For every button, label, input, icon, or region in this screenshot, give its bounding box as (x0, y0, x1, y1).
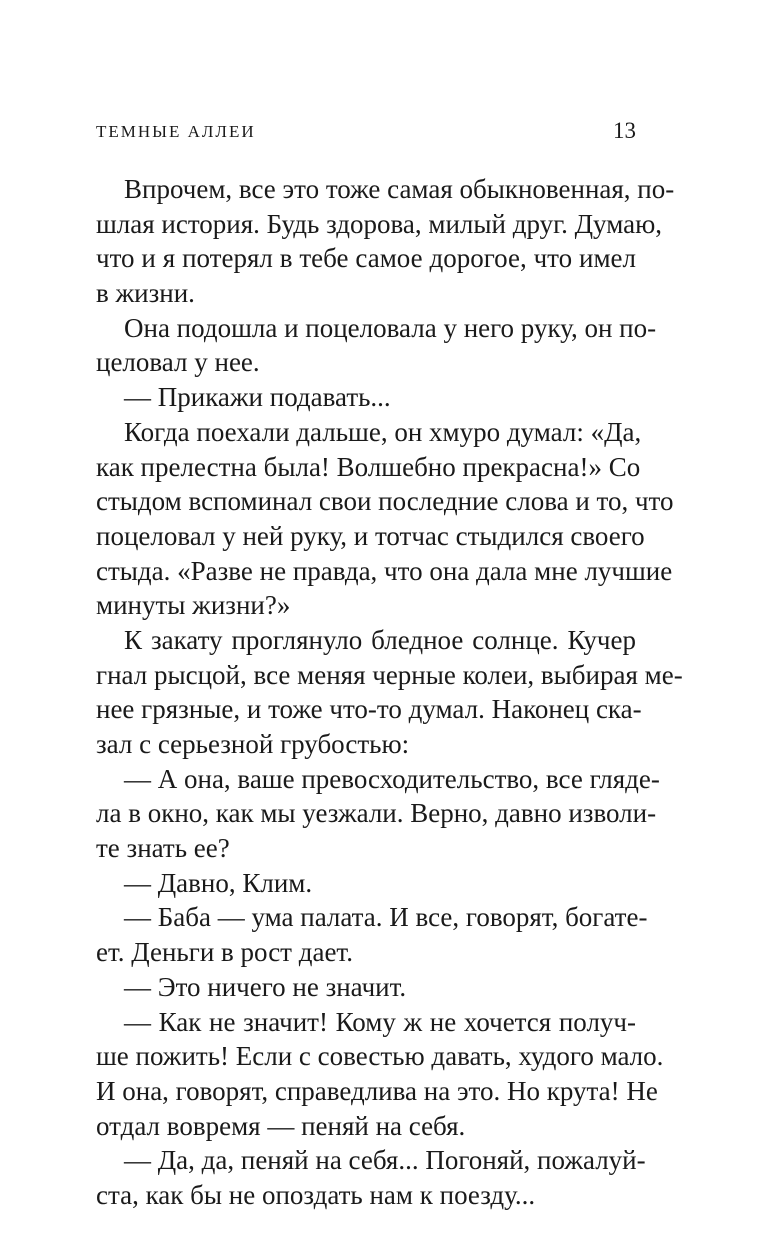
text-line: ет. Деньги в рост дает. (96, 937, 353, 968)
text-line: — Как не значит! Кому ж не хочется получ- (124, 1006, 636, 1037)
text-line: целовал у нее. (96, 347, 260, 378)
paragraph (96, 415, 674, 623)
paragraph (96, 172, 675, 311)
text-line: — А она, ваше превосходительство, все гляде- (124, 763, 660, 794)
text-line: К закату проглянуло бледное солнце. Кучер (124, 624, 636, 655)
text-line: стыдом вспоминал свои последние слова и то, что (96, 486, 674, 517)
text-line: Она подошла и поцеловала у него руку, он по- (124, 312, 657, 343)
text-line: поцеловал у ней руку, и тотчас стыдился своего (96, 520, 645, 551)
body-text (96, 172, 683, 1213)
text-line: как прелестна была! Волшебно прекрасна!» Со (96, 451, 641, 482)
paragraph (96, 970, 636, 1005)
text-line: Когда поехали дальше, он хмуро думал: «Да, (124, 416, 642, 447)
text-line: ста, как бы не опоздать нам к поезду... (96, 1179, 536, 1210)
text-line: что и я потерял в тебе самое дорогое, что имел (96, 243, 636, 274)
paragraph (96, 866, 636, 901)
text-line: — Это ничего не значит. (124, 971, 407, 1002)
text-line: минуты жизни?» (96, 590, 291, 621)
running-title: ТЕМНЫЕ АЛЛЕИ (96, 122, 256, 141)
book-page (96, 0, 683, 1240)
paragraph (96, 623, 683, 762)
text-line: И она, говорят, справедлива на это. Но крута! Не (96, 1075, 658, 1106)
paragraph (96, 1005, 664, 1144)
text-line: Впрочем, все это тоже самая обыкновенная, по- (124, 174, 675, 204)
text-line: нее грязные, и тоже что-то думал. Наконец ска- (96, 694, 642, 725)
paragraph (96, 380, 636, 415)
text-line: зал с серьезной грубостью: (96, 729, 410, 759)
text-line: ла в окно, как мы уезжали. Верно, давно изволи- (96, 798, 657, 829)
text-line: стыда. «Разве не правда, что она дала мне лучшие (96, 555, 673, 586)
text-line: — Прикажи подавать... (124, 382, 391, 413)
text-line: — Давно, Клим. (124, 867, 313, 898)
page-number: 13 (613, 118, 636, 143)
text-line: те знать ее? (96, 833, 230, 864)
text-line: ше пожить! Если с совестью давать, худого мало. (96, 1041, 664, 1072)
text-line: в жизни. (96, 278, 195, 309)
paragraph (96, 762, 660, 866)
text-line: — Да, да, пеняй на себя... Погоняй, пожалуй- (124, 1145, 646, 1176)
paragraph (96, 900, 648, 969)
paragraph (96, 311, 657, 380)
text-line: отдал вовремя — пеняй на себя. (96, 1110, 466, 1141)
text-line: гнал рысцой, все меняя черные колеи, выбирая ме- (96, 659, 683, 690)
paragraph (96, 1143, 646, 1212)
running-head (96, 118, 636, 146)
text-line: — Баба — ума палата. И все, говорят, богате- (124, 902, 648, 933)
text-line: шлая история. Будь здорова, милый друг. Думаю, (96, 208, 663, 239)
